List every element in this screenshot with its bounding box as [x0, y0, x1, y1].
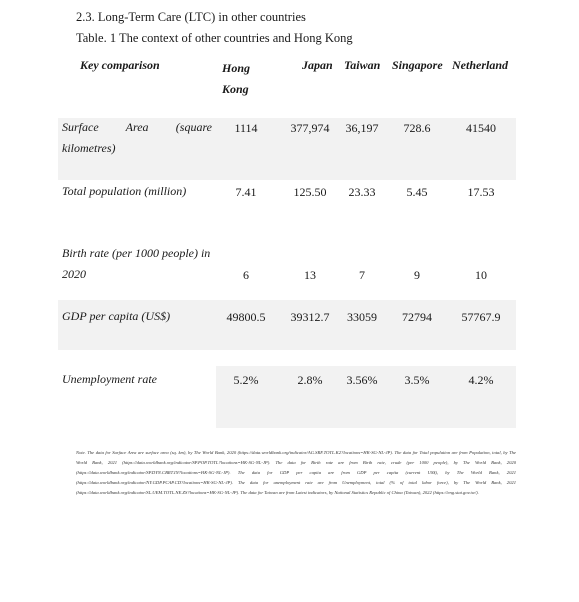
cell-birth-rate-singapore: 9: [414, 268, 420, 282]
cell-birth-rate-netherland: 10: [475, 268, 487, 282]
cell-gdp-hong-kong: 49800.5: [226, 310, 266, 324]
cell-surface-area-netherland: 41540: [466, 121, 496, 135]
header-japan: Japan: [302, 58, 333, 72]
header-taiwan: Taiwan: [344, 58, 381, 72]
cell-birth-rate-taiwan: 7: [359, 268, 365, 282]
cell-population-japan: 125.50: [293, 185, 327, 199]
cell-surface-area-taiwan: 36,197: [345, 121, 379, 135]
cell-gdp-taiwan: 33059: [347, 310, 377, 324]
cell-population-singapore: 5.45: [406, 185, 428, 199]
row-label-unemployment-rate: Unemployment rate: [62, 372, 157, 386]
header-key-comparison: Key comparison: [80, 58, 160, 72]
row-label-birth-rate: Birth rate (per 1000 people) in 2020: [62, 246, 211, 281]
header-hong-kong: Hong Kong: [222, 61, 251, 96]
cell-gdp-japan: 39312.7: [290, 310, 330, 324]
header-netherland: Netherland: [452, 58, 509, 72]
table-caption: Table. 1 The context of other countries and Hong Kong: [76, 31, 353, 45]
table-note: Note. The data for Surface Area are surface area (sq. km), by The World Bank, 2020 (https://data.worldbank.org/indicator/AG.SRF.TOTL.K2?locations=HK-SG-NL-JP). The data for Total population are from Population, total, by The World Bank, 2021 (https://data.worldbank.org/indicator/SP.POP.TOTL?locations=HK-SG-NL-JP). The data for Birth rate are from Birth rate, crude (per 1000 people), by The World Bank, 2020 (https://data.worldbank.org/indicator/SP.DYN.CBRT.IN?locations=HK-SG-NL-JP). The data for GDP per capita are from GDP per capita (current US$), by The World Bank, 2021 (https://data.worldbank.org/indicator/NY.GDP.PCAP.CD?locations=HK-SG-NL-JP). The data for unemployment rate are from Unemployment, total (% of total labor force), by The World Bank, 2021 (https://data.worldbank.org/indicator/SL.UEM.TOTL.NE.ZS?locations=HK-SG-NL-JP). The data for Taiwan are from Latest indicators, by National Statistics Republic of China (Taiwan), 2022 (https://eng.stat.gov.tw/).: [76, 450, 516, 496]
cell-population-taiwan: 23.33: [348, 185, 376, 199]
cell-population-netherland: 17.53: [467, 185, 495, 199]
header-singapore: Singapore: [392, 58, 443, 72]
cell-gdp-netherland: 57767.9: [461, 310, 501, 324]
cell-unemployment-taiwan: 3.56%: [346, 373, 378, 387]
cell-surface-area-japan: 377,974: [290, 121, 330, 135]
cell-birth-rate-hong-kong: 6: [243, 268, 249, 282]
row-label-gdp-per-capita: GDP per capita (US$): [62, 309, 171, 323]
cell-birth-rate-japan: 13: [304, 268, 316, 282]
cell-unemployment-hong-kong: 5.2%: [233, 373, 259, 387]
cell-gdp-singapore: 72794: [402, 310, 432, 324]
cell-surface-area-singapore: 728.6: [403, 121, 431, 135]
cell-unemployment-singapore: 3.5%: [404, 373, 430, 387]
cell-unemployment-japan: 2.8%: [297, 373, 323, 387]
cell-surface-area-hong-kong: 1114: [234, 121, 258, 135]
cell-population-hong-kong: 7.41: [235, 185, 257, 199]
row-label-surface-area: Surface Area (square kilometres): [62, 120, 212, 155]
row-label-total-population: Total population (million): [62, 184, 187, 198]
cell-unemployment-netherland: 4.2%: [468, 373, 494, 387]
section-heading: 2.3. Long-Term Care (LTC) in other countries: [76, 10, 306, 24]
